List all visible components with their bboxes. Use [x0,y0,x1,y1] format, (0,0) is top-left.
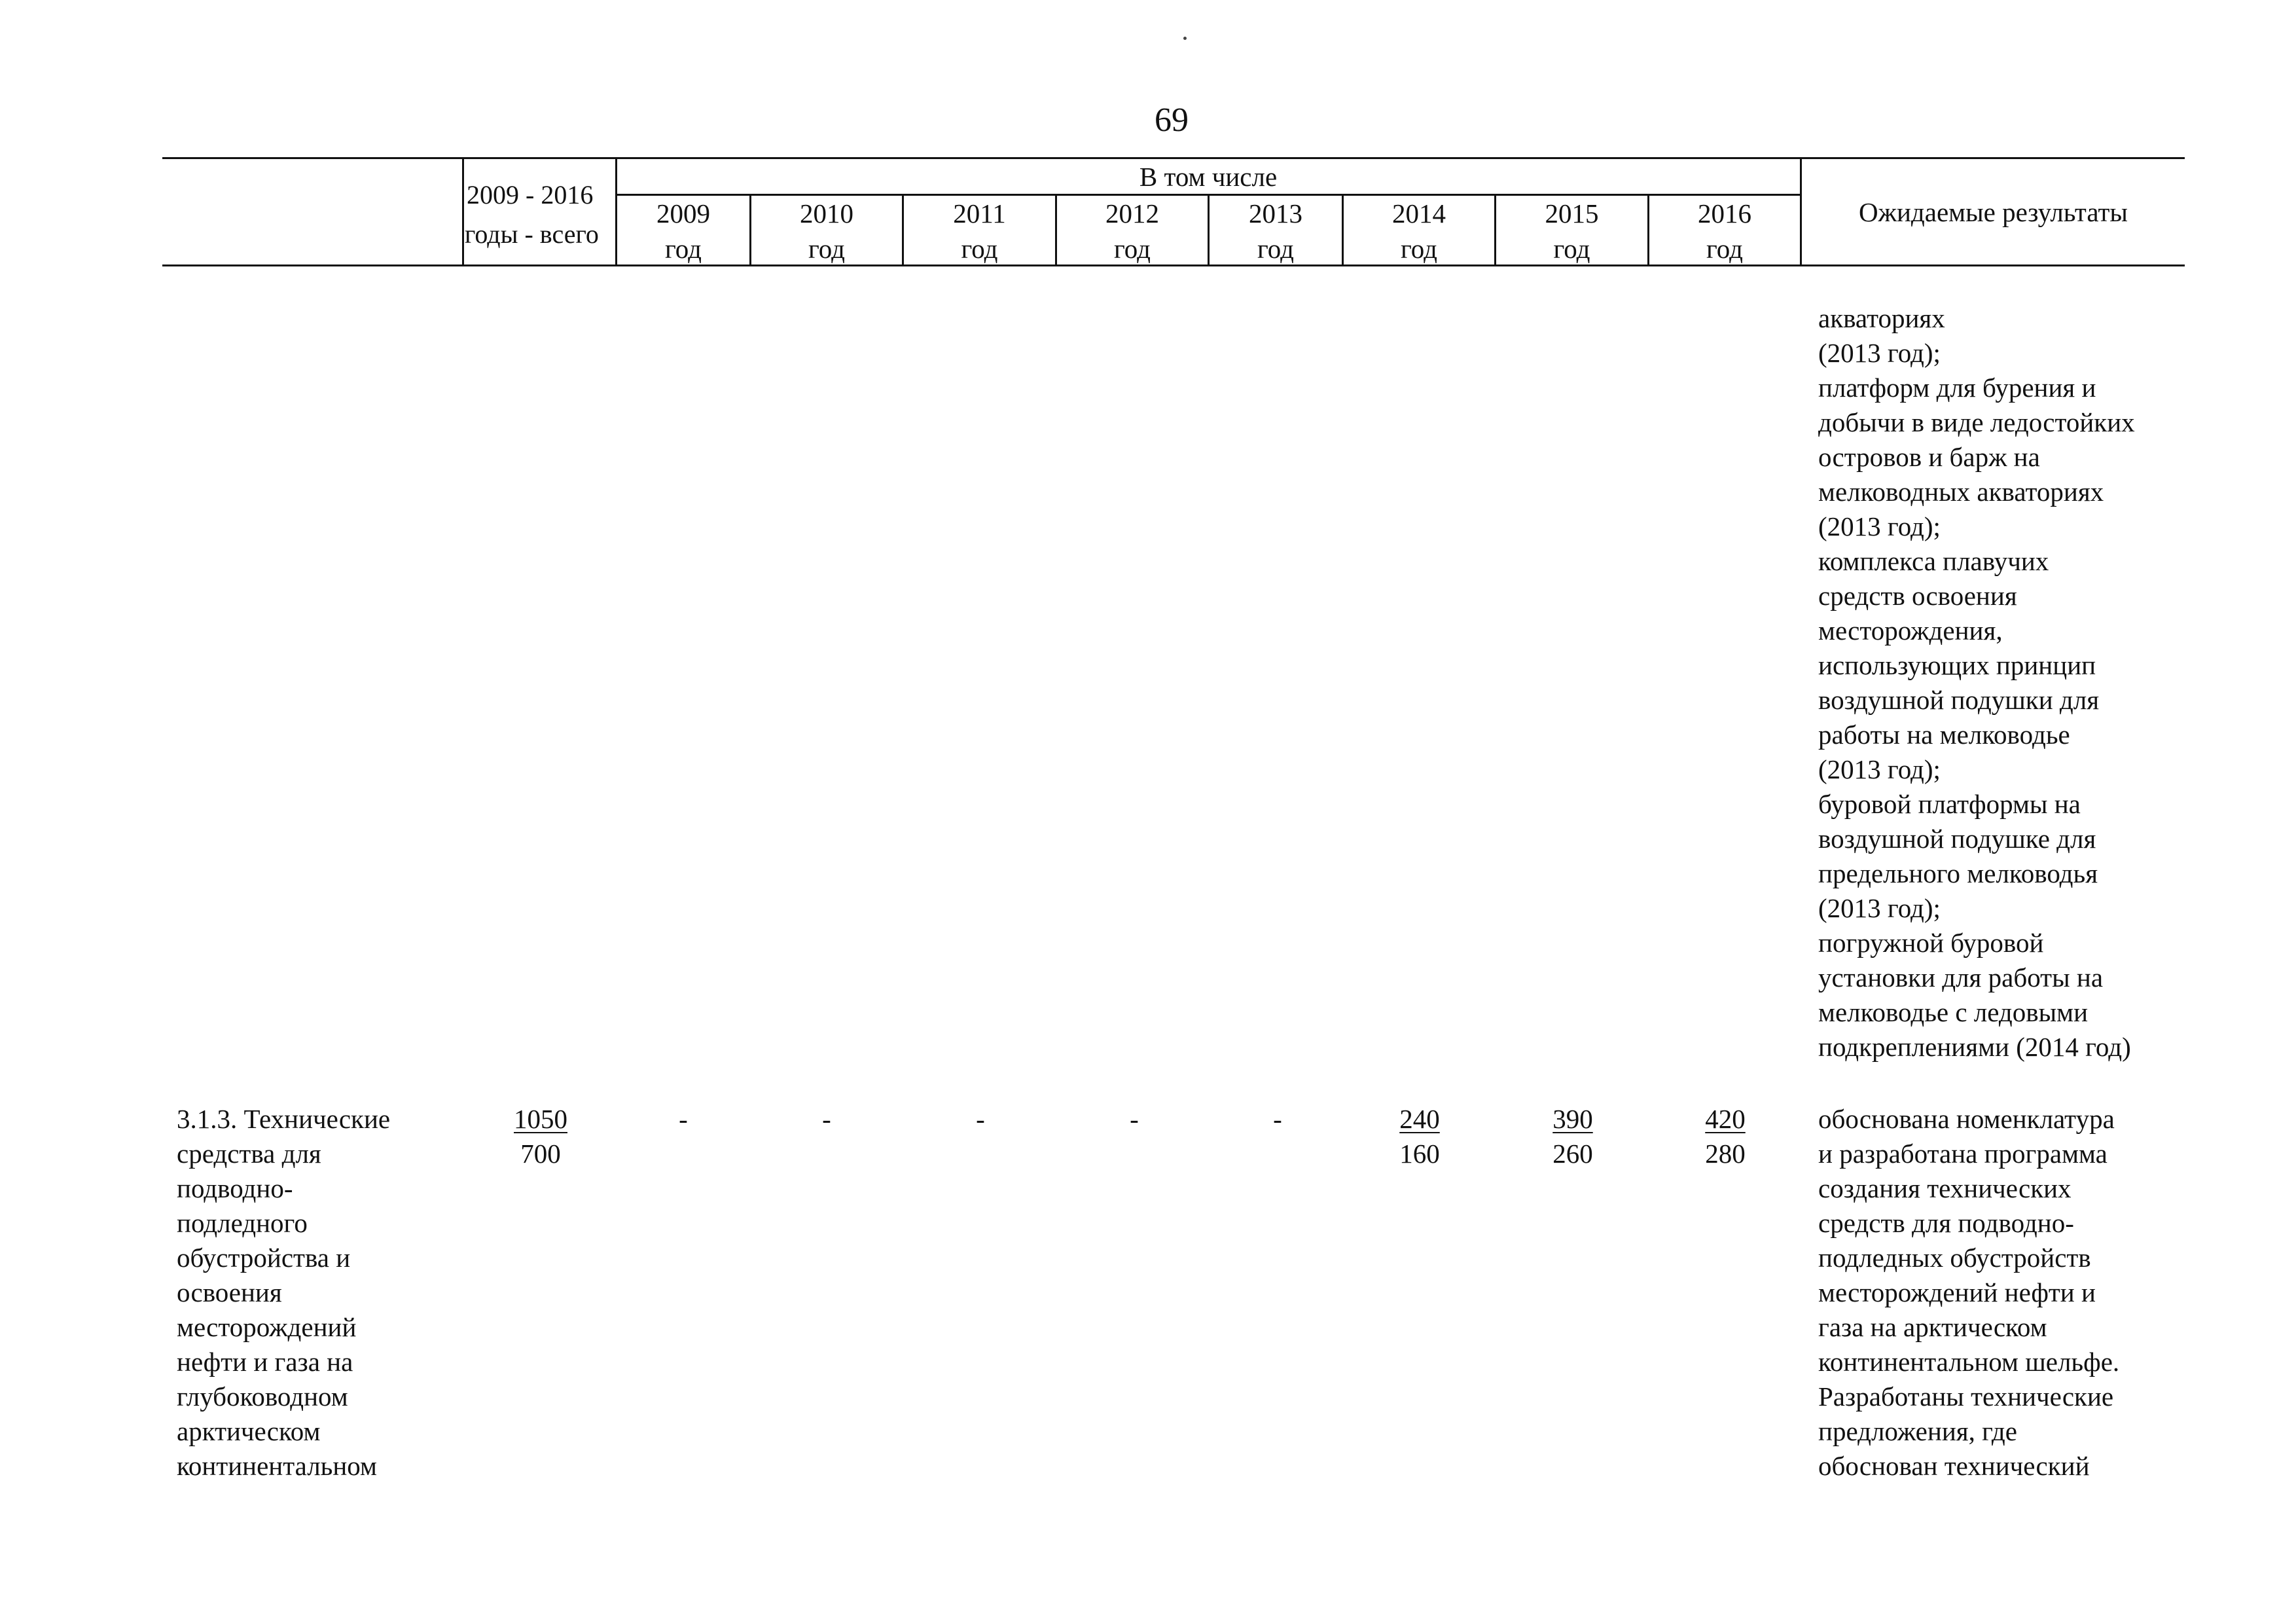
header-top-rule [162,157,2185,159]
header-year-unit: год [1114,234,1151,264]
row-year-numerator: 240 [1399,1104,1440,1134]
header-year-unit: год [665,234,702,264]
result-line: воздушной подушке для [1818,824,2096,854]
result-line: предельного мелководья [1818,858,2098,888]
row-name-line: освоения [177,1277,282,1307]
row-year-denominator: 280 [1705,1139,1746,1169]
header-year: 2011 [953,198,1006,228]
result-line: обоснован технический [1818,1451,2090,1481]
result-line: мелководье с ледовыми [1818,997,2089,1027]
header-year: 2010 [800,198,853,228]
row-name-line: континентальном [177,1451,377,1481]
result-line: месторождения, [1818,615,2003,646]
result-line: предложения, где [1818,1416,2017,1446]
row-year-denominator: 160 [1399,1139,1440,1169]
scan-speck [1183,37,1187,40]
result-line: погружной буровой [1818,928,2044,958]
row-name-line: обустройства и [177,1243,351,1273]
result-line: континентальном шельфе. [1818,1347,2120,1377]
result-line: воздушной подушки для [1818,685,2100,715]
row-year-2009: - [679,1104,688,1134]
result-line: месторождений нефти и [1818,1277,2096,1307]
row-name [177,1102,390,1484]
result-line: мелководных акваториях [1818,477,2104,507]
row-name-line: арктическом [177,1416,321,1446]
result-line: средств для подводно- [1818,1208,2074,1238]
result-line: островов и барж на [1818,442,2040,472]
row-year-numerator: 390 [1552,1104,1593,1134]
row-total-numerator: 1050 [514,1104,567,1134]
result-line: (2013 год); [1818,893,1941,923]
header-year: 2016 [1698,198,1751,228]
header-year: 2014 [1392,198,1446,228]
row-name-line: глубоководном [177,1381,348,1412]
result-line: акваториях [1818,303,1945,333]
result-line: средств освоения [1818,581,2017,611]
header-results-label: Ожидаемые результаты [1859,197,2128,227]
header-group-label: В том числе [1139,162,1278,192]
result-line: установки для работы на [1818,962,2104,993]
result-line: подкреплениями (2014 год) [1818,1032,2131,1062]
row-year-2016 [1673,1102,1778,1171]
result-line: работы на мелководье [1818,720,2070,750]
row-name-line: месторождений [177,1312,357,1342]
row-total-denominator: 700 [520,1139,561,1169]
result-line: использующих принцип [1818,650,2096,680]
header-year-unit: год [1257,234,1294,264]
row-year-2011: - [976,1104,985,1134]
header-total-line2: годы - всего [465,219,599,249]
result-line: подледных обустройств [1818,1243,2091,1273]
row-year-2014 [1367,1102,1472,1171]
result-line: обоснована номенклатура [1818,1104,2115,1134]
row-name-line: нефти и газа на [177,1347,353,1377]
result-line: добычи в виде ледостойких [1818,407,2135,437]
row-year-2012: - [1130,1104,1139,1134]
continuation-results [1818,301,2135,1065]
header-year-unit: год [1706,234,1743,264]
header-total-line1: 2009 - 2016 [467,180,594,210]
row-year-numerator: 420 [1705,1104,1746,1134]
header-year: 2015 [1545,198,1599,228]
row-results [1818,1102,2119,1484]
header-year: 2013 [1249,198,1302,228]
result-line: комплекса плавучих [1818,546,2049,576]
result-line: газа на арктическом [1818,1312,2047,1342]
header-year: 2012 [1105,198,1159,228]
header-year-unit: год [808,234,845,264]
result-line: создания технических [1818,1173,2072,1203]
row-year-2013: - [1273,1104,1282,1134]
result-line: (2013 год); [1818,511,1941,541]
header-year-unit: год [1401,234,1437,264]
row-year-2010: - [822,1104,831,1134]
row-year-2015 [1520,1102,1625,1171]
result-line: платформ для бурения и [1818,373,2096,403]
result-line: (2013 год); [1818,754,1941,784]
result-line: (2013 год); [1818,338,1941,368]
result-line: Разработаны технические [1818,1381,2114,1412]
header-year: 2009 [656,198,710,228]
header-year-unit: год [961,234,998,264]
row-name-line: подледного [177,1208,308,1238]
row-name-line: 3.1.3. Технические [177,1104,391,1134]
header-year-unit: год [1553,234,1590,264]
row-total [488,1102,593,1171]
result-line: буровой платформы на [1818,789,2081,819]
row-name-line: средства для [177,1139,321,1169]
header-divider [462,157,464,266]
row-name-line: подводно- [177,1173,293,1203]
header-bottom-rule [162,264,2185,266]
result-line: и разработана программа [1818,1139,2108,1169]
page-number: 69 [1155,101,1189,139]
row-year-denominator: 260 [1552,1139,1593,1169]
